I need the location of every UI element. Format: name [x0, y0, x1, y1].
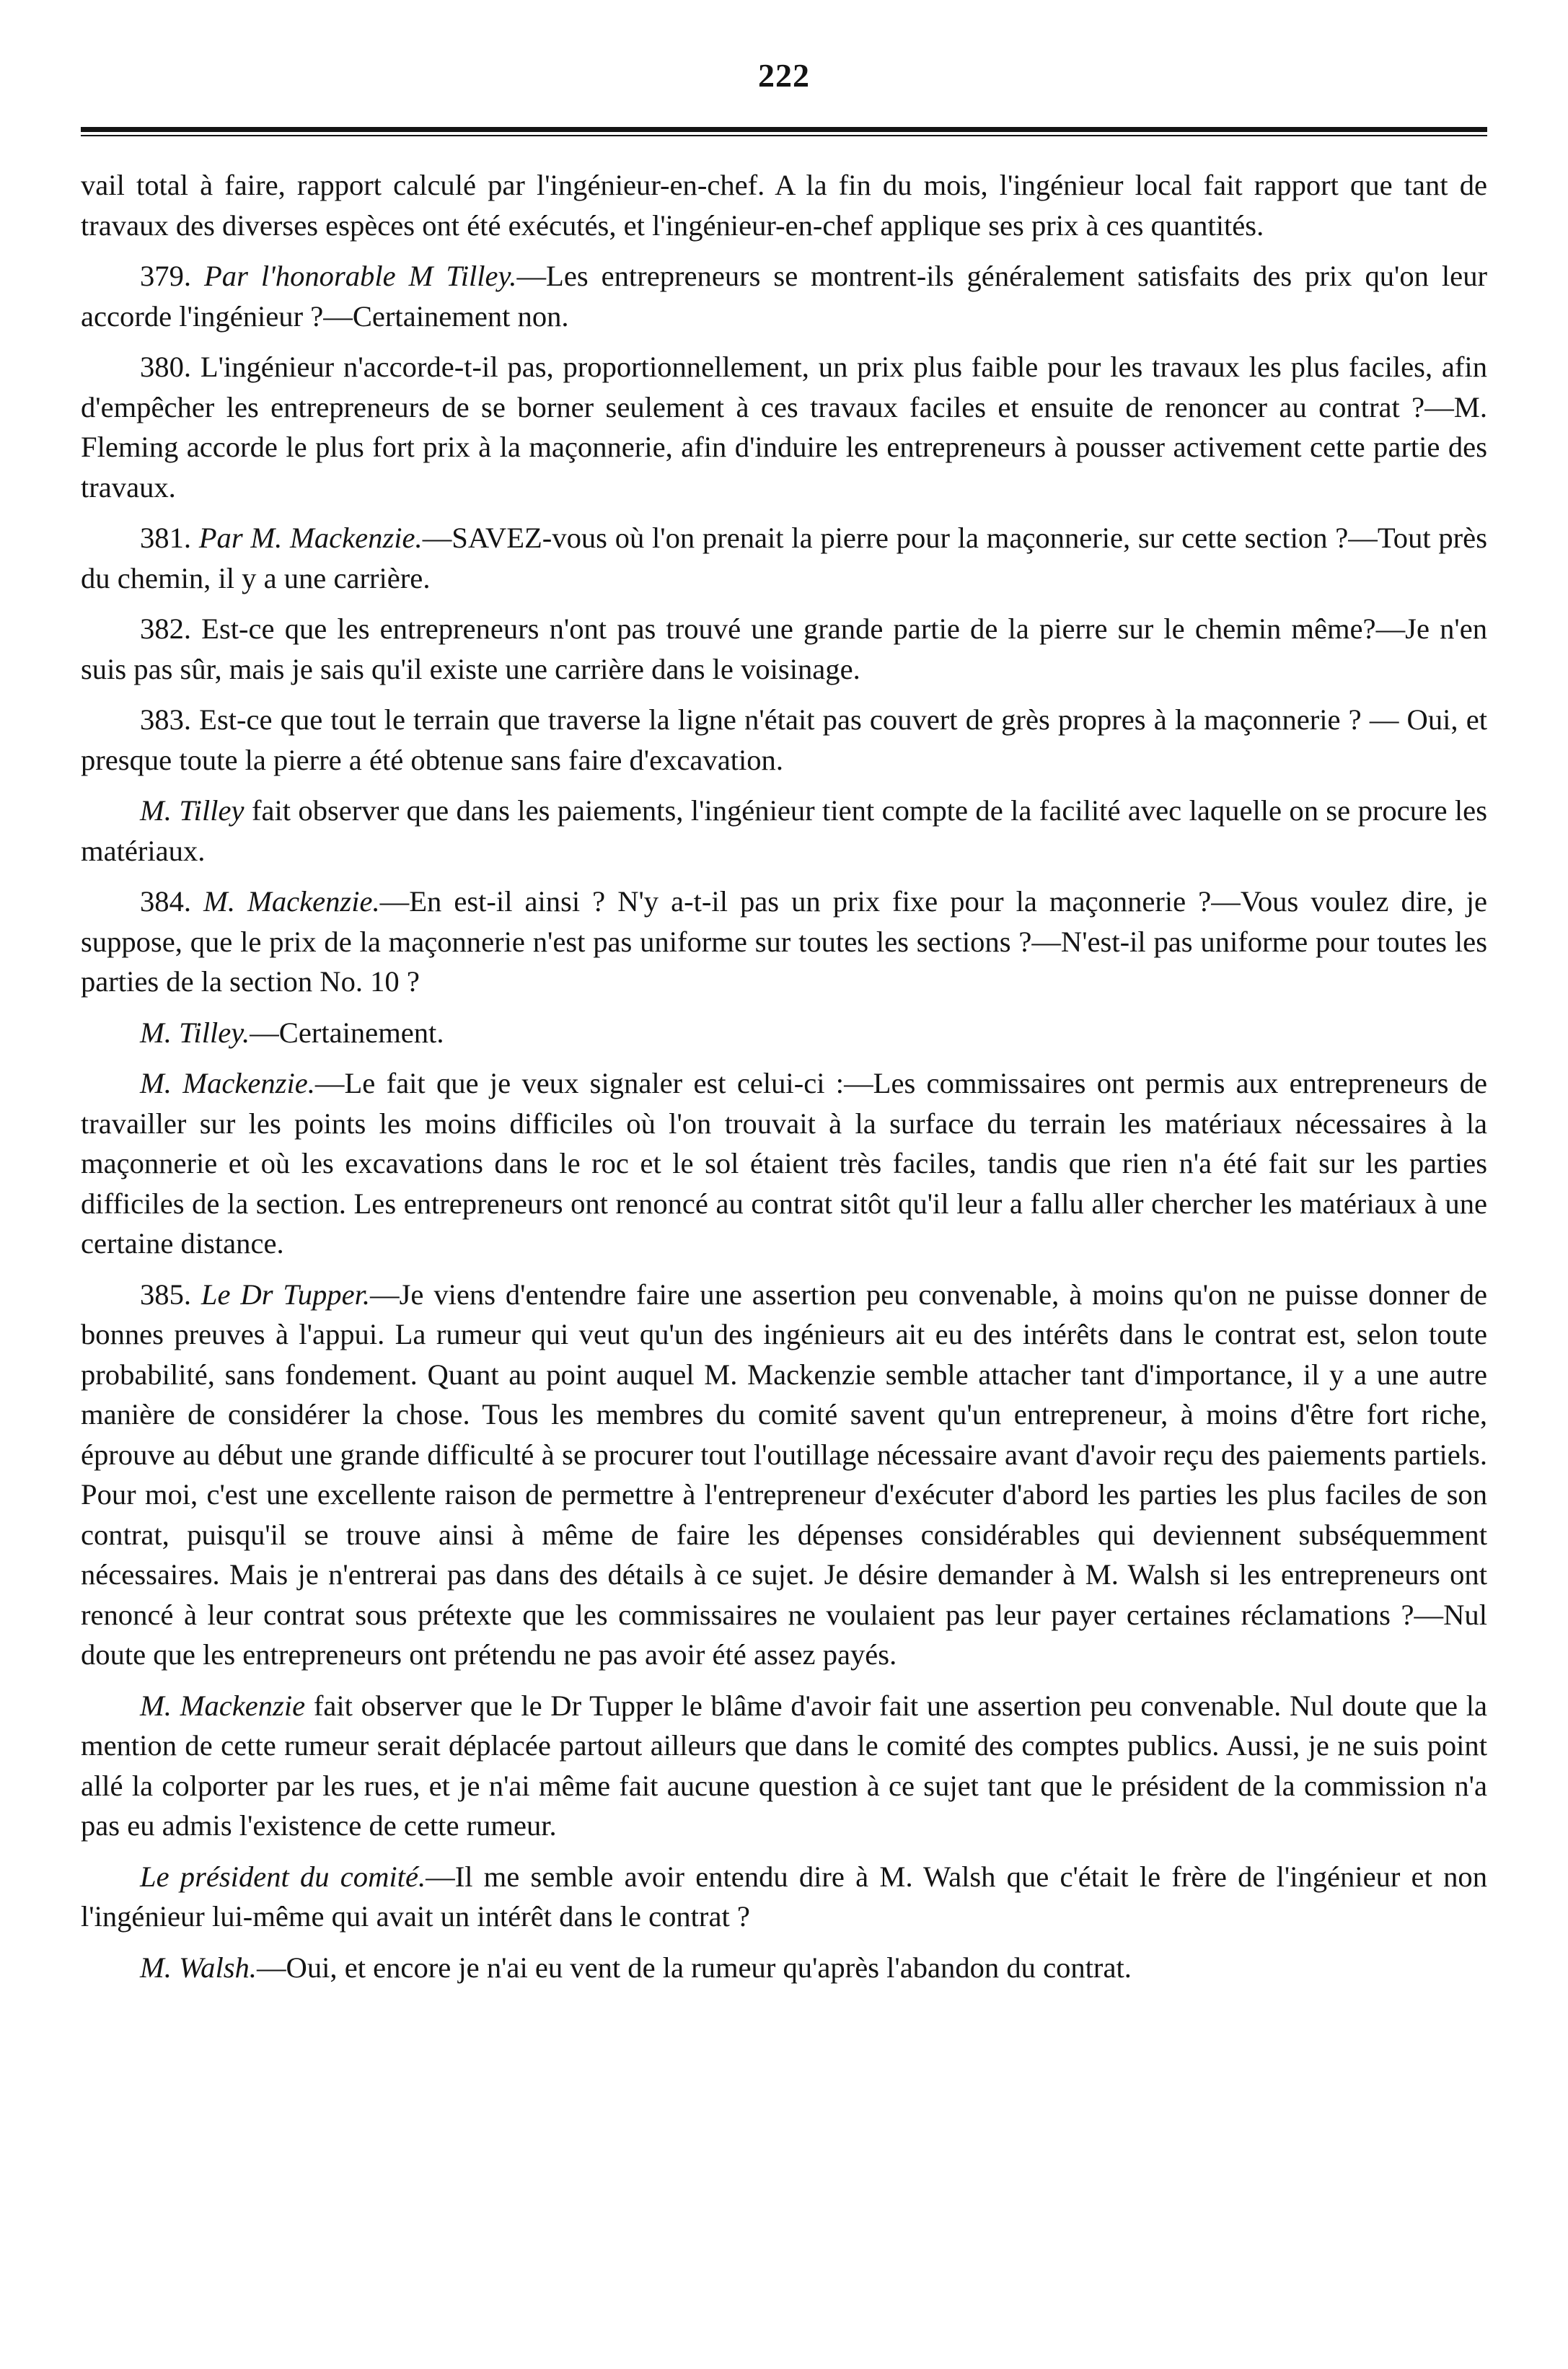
paragraph-text: —Le fait que je veux signaler est celui-ci :—Les commissaires ont permis aux entrepreneurs de travailler sur les points les moins difficiles où l'on trouvait à la surface du terrain les matériaux nécessaires à la maçonnerie et où les excavations dans le roc et le sol étaient très faciles, tandis que rien n'a été fait sur les parties difficiles de la section. Les entrepreneurs ont renoncé au contrat sitôt qu'il leur a fallu aller chercher les matériaux à une certaine distance. — [81, 1067, 1487, 1260]
paragraph-text: —Il me semble avoir entendu dire à M. Walsh que c'était le frère de l'ingénieur et non l'ingénieur lui-même qui avait un intérêt dans le contrat ? — [81, 1860, 1487, 1933]
paragraph-mackenzie-remark — [81, 1686, 1487, 1846]
paragraph-text: Est-ce que tout le terrain que traverse la ligne n'était pas couvert de grès propres à la maçonnerie ? — Oui, et presque toute la pierre a été obtenue sans faire d'excavation. — [81, 703, 1487, 776]
paragraph-text: —Je viens d'entendre faire une assertion peu convenable, à moins qu'on ne puisse donner de bonnes preuves à l'appui. La rumeur qui veut qu'un des ingénieurs ait eu des intérêts dans le contrat est, selon toute probabilité, sans fondement. Quant au point auquel M. Mackenzie semble attacher tant d'importance, il y a une autre manière de considérer la chose. Tous les membres du comité savent qu'un entrepreneur, à moins d'être fort riche, éprouve au début une grande difficulté à se procurer tout l'outillage nécessaire avant d'avoir reçu des paiements partiels. Pour moi, c'est une excellente raison de permettre à l'entrepreneur d'exécuter d'abord les parties les plus faciles de son contrat, puisqu'il se trouve ainsi à même de faire les dépenses considérables qui deviennent subséquemment nécessaires. Mais je n'entrerai pas dans des détails à ce sujet. Je désire demander à M. Walsh si les entrepreneurs ont renoncé à leur contrat sous prétexte que les commissaires ne voulaient pas leur payer certaines réclamations ?—Nul doute que les entrepreneurs ont prétendu ne pas avoir été assez payés. — [81, 1278, 1487, 1671]
paragraph-text: —Les entrepreneurs se montrent-ils généralement satisfaits des prix qu'on leur accorde l'ingénieur ?—Certainement non. — [81, 260, 1487, 333]
paragraph-continuation — [81, 165, 1487, 245]
paragraph-text: fait observer que le Dr Tupper le blâme d'avoir fait une assertion peu convenable. Nul doute que la mention de cette rumeur serait déplacée partout ailleurs que dans le comité des comptes publics. Aussi, je ne suis point allé la colporter par les rues, et je n'ai même fait aucune question à ce sujet tant que le président de la commission n'a pas eu admis l'existence de cette rumeur. — [81, 1689, 1487, 1842]
speaker: M. Tilley. — [140, 1016, 250, 1049]
speaker: M. Mackenzie — [140, 1689, 306, 1722]
paragraph-379 — [81, 256, 1487, 336]
speaker: M. Mackenzie. — [203, 885, 380, 918]
speaker: Le président du comité. — [140, 1860, 426, 1893]
paragraph-384 — [81, 882, 1487, 1002]
paragraph-tilley-remark — [81, 791, 1487, 871]
paragraph-382 — [81, 609, 1487, 689]
paragraph-381 — [81, 518, 1487, 598]
paragraph-text: —SAVEZ-vous où l'on prenait la pierre pour la maçonnerie, sur cette section ?—Tout près du chemin, il y a une carrière. — [81, 522, 1487, 594]
paragraph-385 — [81, 1275, 1487, 1675]
paragraph-text: L'ingénieur n'accorde-t-il pas, proportionnellement, un prix plus faible pour les travaux les plus faciles, afin d'empêcher les entrepreneurs de se borner seulement à ces travaux faciles et ensuite de renoncer au contrat ?—M. Fleming accorde le plus fort prix à la maçonnerie, afin d'induire les entrepreneurs à pousser activement cette partie des travaux. — [81, 351, 1487, 504]
question-number: 381. — [140, 522, 192, 554]
speaker: M. Tilley — [140, 794, 245, 827]
paragraph-president — [81, 1857, 1487, 1937]
speaker: Par l'honorable M Tilley. — [204, 260, 517, 292]
page-number: 222 — [758, 57, 810, 94]
paragraph-text: —Oui, et encore je n'ai eu vent de la rumeur qu'après l'abandon du contrat. — [256, 1951, 1132, 1984]
paragraph-text: Est-ce que les entrepreneurs n'ont pas trouvé une grande partie de la pierre sur le chemin même?—Je n'en suis pas sûr, mais je sais qu'il existe une carrière dans le voisinage. — [81, 612, 1487, 685]
paragraph-text: vail total à faire, rapport calculé par l'ingénieur-en-chef. A la fin du mois, l'ingénieur local fait rapport que tant de travaux des diverses espèces ont été exécutés, et l'ingénieur-en-chef applique ses prix à ces quantités. — [81, 169, 1487, 242]
question-number: 385. — [140, 1278, 192, 1311]
document-page — [81, 50, 1487, 1998]
speaker: Le Dr Tupper. — [201, 1278, 371, 1311]
paragraph-text: fait observer que dans les paiements, l'ingénieur tient compte de la facilité avec laquelle on se procure les matériaux. — [81, 794, 1487, 867]
speaker: M. Walsh. — [140, 1951, 257, 1984]
speaker: Par M. Mackenzie. — [198, 522, 423, 554]
paragraph-text: —En est-il ainsi ? N'y a-t-il pas un prix fixe pour la maçonnerie ?—Vous voulez dire, je suppose, que le prix de la maçonnerie n'est pas uniforme sur toutes les sections ?—N'est-il pas uniforme pour toutes les parties de la section No. 10 ? — [81, 885, 1487, 998]
paragraph-383 — [81, 700, 1487, 780]
question-number: 384. — [140, 885, 192, 918]
header-rule — [81, 127, 1487, 136]
question-number: 380. — [140, 351, 192, 383]
paragraph-tilley-reply — [81, 1013, 1487, 1053]
page-body — [81, 165, 1487, 1987]
question-number: 383. — [140, 703, 192, 736]
paragraph-380 — [81, 347, 1487, 507]
speaker: M. Mackenzie. — [140, 1067, 315, 1099]
question-number: 382. — [140, 612, 192, 645]
paragraph-mackenzie-statement — [81, 1063, 1487, 1264]
paragraph-walsh — [81, 1948, 1487, 1988]
paragraph-text: —Certainement. — [250, 1016, 444, 1049]
question-number: 379. — [140, 260, 192, 292]
